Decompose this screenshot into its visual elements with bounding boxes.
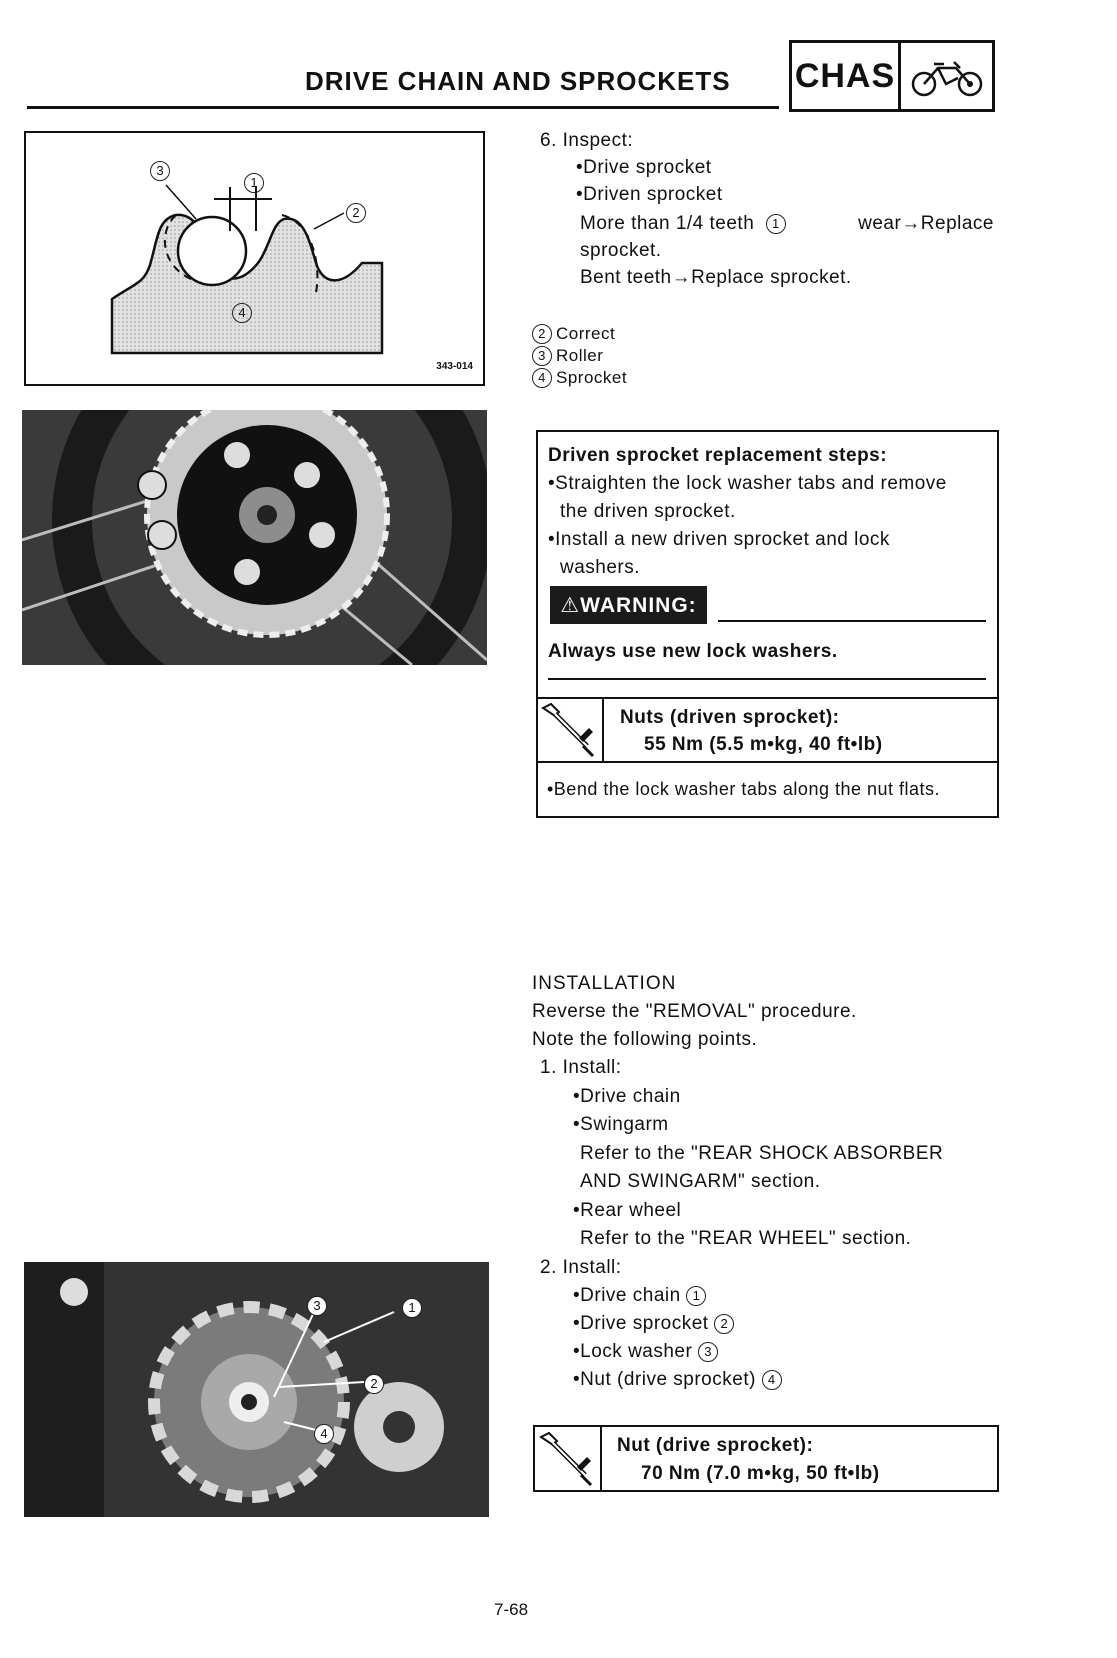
callout-1: 1	[402, 1298, 422, 1318]
motorcycle-icon	[901, 43, 992, 109]
legend-number: 2	[532, 324, 552, 344]
wear-action: wear→Replace	[858, 213, 994, 234]
section-label: CHAS	[792, 43, 901, 109]
rear-wheel-ref: Refer to the "REAR WHEEL" section.	[580, 1228, 912, 1249]
callout-2: 2	[346, 203, 366, 223]
install-step-2: 2. Install:	[540, 1257, 622, 1278]
inspect-bent-teeth: Bent teeth→Replace sprocket.	[580, 267, 852, 288]
page-number: 7-68	[494, 1600, 529, 1619]
install-item-drive-chain: •Drive chain	[573, 1086, 681, 1107]
install2-item	[573, 1310, 738, 1338]
callout-number: 4	[762, 1370, 782, 1390]
legend-label: Roller	[556, 346, 604, 365]
inspect-step: 6. Inspect:	[540, 130, 634, 151]
installation-line-2: Note the following points.	[532, 1029, 758, 1050]
callout-number: 3	[698, 1342, 718, 1362]
callout-2: 2	[364, 1374, 384, 1394]
torque-wrench-icon	[533, 1425, 602, 1492]
torque-title-driven: Nuts (driven sprocket):	[620, 707, 840, 728]
legend-number: 3	[532, 346, 552, 366]
legend-item	[532, 367, 627, 389]
replacement-bullet-2: •Install a new driven sprocket and lock	[548, 529, 890, 550]
callout-4: 4	[314, 1424, 334, 1444]
legend-number: 4	[532, 368, 552, 388]
torque-value-drive: 70 Nm (7.0 m•kg, 50 ft•lb)	[641, 1463, 880, 1484]
legend-label: Sprocket	[556, 368, 628, 387]
swingarm-ref-2: AND SWINGARM" section.	[580, 1171, 821, 1192]
callout-4: 4	[232, 303, 252, 323]
bend-tabs-note: •Bend the lock washer tabs along the nut flats.	[547, 779, 941, 799]
install-item-swingarm: •Swingarm	[573, 1114, 669, 1135]
callout-number: 1	[686, 1286, 706, 1306]
torque-value-driven: 55 Nm (5.5 m•kg, 40 ft•lb)	[644, 734, 883, 755]
wear-text: More than 1/4 teeth	[580, 213, 755, 234]
warning-end-rule	[548, 678, 986, 680]
drive-sprocket-photo	[24, 1262, 489, 1517]
legend-item	[532, 323, 615, 345]
inspect-item-driven: •Driven sprocket	[576, 184, 723, 205]
legend-item	[532, 345, 603, 367]
callout-3: 3	[150, 161, 170, 181]
swingarm-ref-1: Refer to the "REAR SHOCK ABSORBER	[580, 1143, 944, 1164]
replacement-heading: Driven sprocket replacement steps:	[548, 445, 888, 466]
callout-1: 1	[244, 173, 264, 193]
installation-line-1: Reverse the "REMOVAL" procedure.	[532, 1001, 857, 1022]
section-badge	[789, 40, 995, 112]
sprocket-tooth-diagram	[24, 131, 485, 386]
install-item-rear-wheel: •Rear wheel	[573, 1200, 682, 1221]
install2-item	[573, 1366, 786, 1394]
installation-heading: INSTALLATION	[532, 973, 677, 994]
title-underline	[27, 106, 779, 109]
replacement-bullet-2-cont: washers.	[560, 557, 641, 578]
install2-item-label: •Drive sprocket	[573, 1313, 709, 1334]
torque-title-drive: Nut (drive sprocket):	[617, 1435, 814, 1456]
warning-label: ⚠WARNING:	[550, 586, 707, 624]
install2-item-label: •Drive chain	[573, 1285, 681, 1306]
inspect-wear-line	[580, 210, 994, 238]
install2-item-label: •Lock washer	[573, 1341, 693, 1362]
legend-label: Correct	[556, 324, 616, 343]
callout-number: 2	[714, 1314, 734, 1334]
inspect-sprocket: sprocket.	[580, 240, 662, 261]
install-step-1: 1. Install:	[540, 1057, 622, 1078]
driven-sprocket-photo	[22, 410, 487, 665]
torque-wrench-icon	[536, 697, 604, 763]
inspect-item-drive: •Drive sprocket	[576, 157, 712, 178]
warning-text: Always use new lock washers.	[548, 641, 838, 662]
replacement-bullet-1: •Straighten the lock washer tabs and remove	[548, 473, 947, 494]
figure-code: 343-014	[436, 361, 473, 372]
install2-item-label: •Nut (drive sprocket)	[573, 1369, 756, 1390]
page-title: DRIVE CHAIN AND SPROCKETS	[305, 66, 731, 96]
install2-item	[573, 1338, 722, 1366]
install2-item	[573, 1282, 710, 1310]
callout-1: 1	[766, 214, 786, 234]
replacement-bullet-1-cont: the driven sprocket.	[560, 501, 736, 522]
warning-rule	[718, 620, 986, 622]
callout-3: 3	[307, 1296, 327, 1316]
